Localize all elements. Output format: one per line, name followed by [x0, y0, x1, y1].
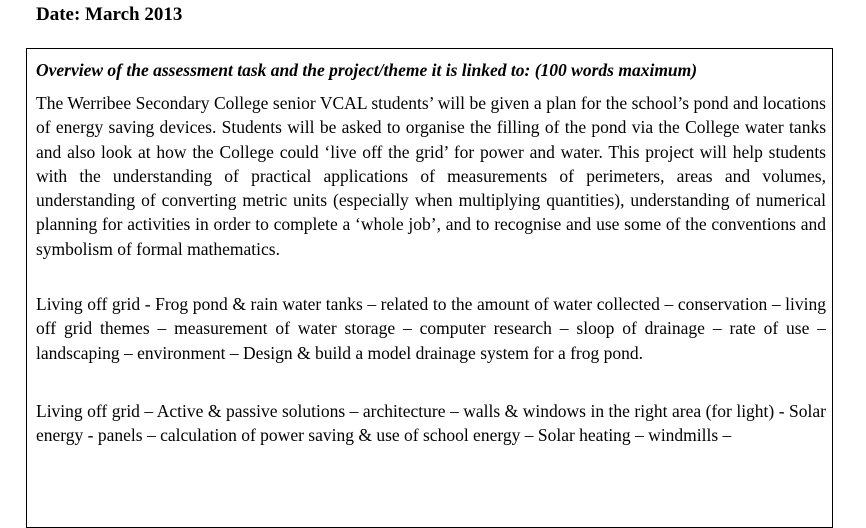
overview-paragraph-intro: The Werribee Secondary College senior VCAL students’ will be given a plan for the school’s pond and locations of energy saving devices. Students will be asked to organise the filling of the pond via the College water tanks and also look at how the College could ‘live off the grid’ for power and water. This project will help students with the understanding of practical applications of measurements of perimeters, areas and volumes, understanding of converting metric units (especially when multiplying quantities), understanding of numerical planning for activities in order to complete a ‘whole job’, and to recognise and use some of the conventions and symbolism of formal mathematics.	[36, 93, 826, 259]
overview-heading: Overview of the assessment task and the project/theme it is linked to: (100 words maximum)	[36, 60, 698, 80]
document-date: Date: March 2013	[36, 4, 183, 25]
overview-box	[26, 48, 833, 528]
overview-paragraph-solar: Living off grid – Active & passive solutions – architecture – walls & windows in the right area (for light) - Solar energy - panels – calculation of power saving & use of school energy – Solar heating – windmills –	[36, 401, 826, 446]
overview-paragraph-frog-pond: Living off grid - Frog pond & rain water tanks – related to the amount of water collected – conservation – living off grid themes – measurement of water storage – computer research – sloop of drainage – rate of use – landscaping – environment – Design & build a model drainage system for a frog pond.	[36, 294, 826, 363]
